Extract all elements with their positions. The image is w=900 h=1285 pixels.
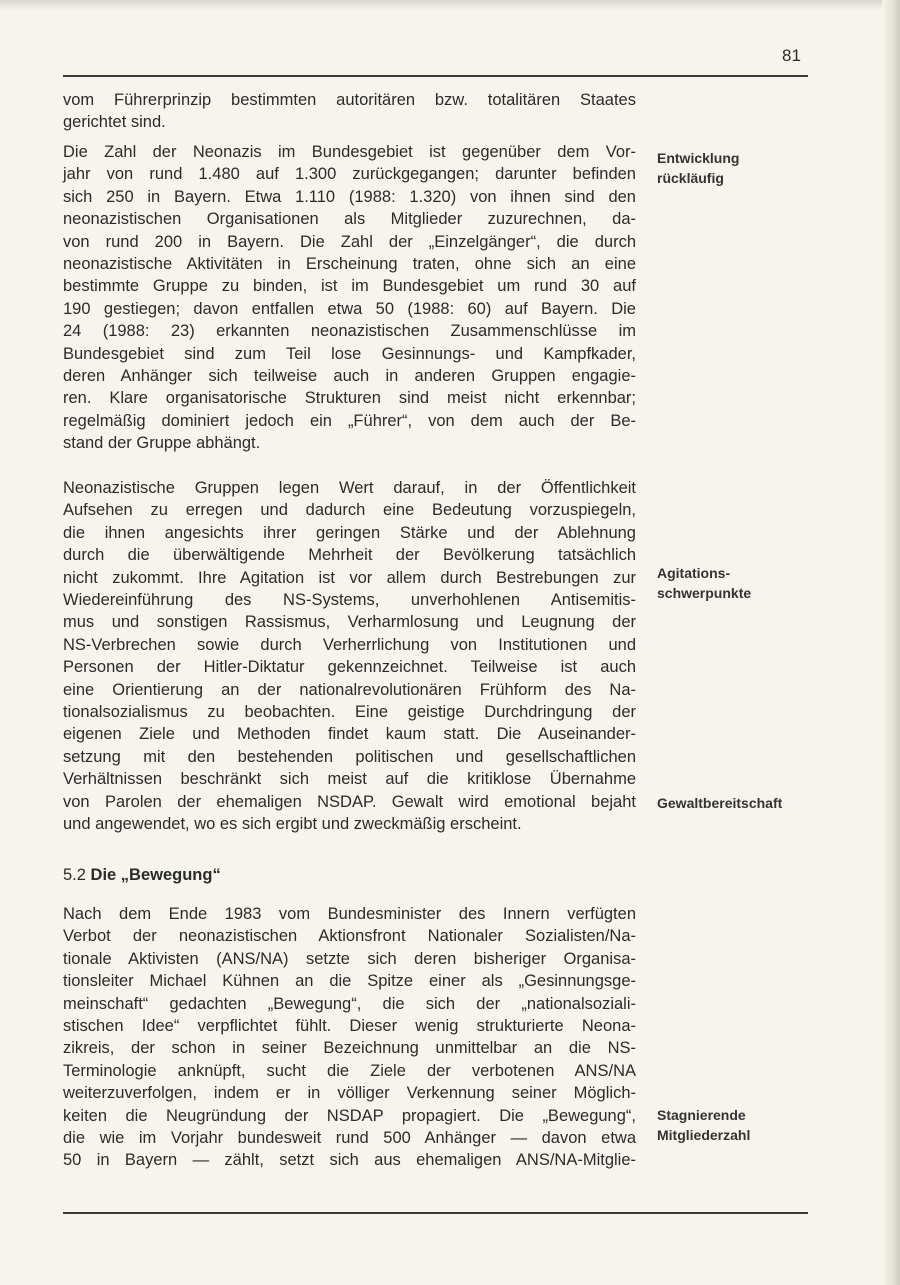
- text-line: eine Orientierung an der nationalrevolutionären Frühform des Na-: [63, 680, 636, 699]
- text-line: neonazistische Aktivitäten in Erscheinung traten, ohne sich an eine: [63, 255, 636, 274]
- text-line: 190 gestiegen; davon entfallen etwa 50 (1988: 60) auf Bayern. Die: [63, 299, 636, 318]
- paragraph-4: [63, 903, 636, 1172]
- section-title: Die „Bewegung“: [90, 866, 221, 884]
- margin-note-line: Agitations-: [657, 565, 731, 581]
- text-line: weiterzuverfolgen, indem er in völliger Verkennung seiner Möglich-: [63, 1084, 636, 1103]
- text-line: NS-Verbrechen sowie durch Verherrlichung von Institutionen und: [63, 635, 636, 654]
- margin-note-gewalt: [657, 793, 782, 813]
- margin-note-line: Gewaltbereitschaft: [657, 795, 783, 811]
- header-rule: [63, 75, 808, 77]
- text-line: Verhältnissen beschränkt sich meist auf die kritiklose Übernahme: [63, 770, 636, 789]
- margin-note-line: Stagnierende: [657, 1107, 746, 1123]
- text-line: gerichtet sind.: [63, 113, 166, 132]
- margin-note-entwicklung: [657, 148, 739, 188]
- text-line: Verbot der neonazistischen Aktionsfront Nationaler Sozialisten/Na-: [63, 927, 636, 946]
- paragraph-1: [63, 89, 636, 134]
- scan-edge-right: [882, 0, 900, 1285]
- text-line: neonazistischen Organisationen als Mitglieder zuzurechnen, da-: [63, 210, 636, 229]
- text-line: die ihnen angesichts ihrer geringen Stärke und der Ablehnung: [63, 523, 636, 542]
- margin-note-line: Entwicklung: [657, 150, 740, 166]
- section-number: 5.2: [63, 866, 86, 884]
- text-line: Nach dem Ende 1983 vom Bundesminister des Innern verfügten: [63, 905, 636, 923]
- text-line: keiten die Neugründung der NSDAP propagiert. Die „Bewegung“,: [63, 1106, 636, 1125]
- text-line: Bundesgebiet sind zum Teil lose Gesinnungs- und Kampfkader,: [63, 344, 636, 363]
- text-line: setzung mit den bestehenden politischen und gesellschaftlichen: [63, 747, 636, 766]
- text-line: sich 250 in Bayern. Etwa 1.110 (1988: 1.320) von ihnen sind den: [63, 187, 636, 206]
- section-heading: [63, 866, 221, 885]
- text-line: tionale Aktivisten (ANS/NA) setzte sich deren bisheriger Organisa-: [63, 949, 636, 968]
- text-line: stischen Idee“ verpflichtet fühlt. Dieser wenig strukturierte Neona-: [63, 1017, 636, 1036]
- margin-note-line: schwerpunkte: [657, 585, 752, 601]
- text-line: von Parolen der ehemaligen NSDAP. Gewalt wird emotional bejaht: [63, 792, 636, 811]
- text-line: und angewendet, wo es sich ergibt und zweckmäßig erscheint.: [63, 815, 522, 834]
- text-line: ren. Klare organisatorische Strukturen sind meist nicht erkennbar;: [63, 389, 636, 408]
- text-line: stand der Gruppe abhängt.: [63, 434, 261, 453]
- text-line: 24 (1988: 23) erkannten neonazistischen Zusammenschlüsse im: [63, 322, 636, 341]
- text-line: die wie im Vorjahr bundesweit rund 500 Anhänger — davon etwa: [63, 1129, 636, 1148]
- text-line: Wiedereinführung des NS-Systems, unverhohlenen Antisemitis-: [63, 591, 636, 610]
- margin-note-line: rückläufig: [657, 170, 724, 186]
- text-line: eigenen Ziele und Methoden findet kaum statt. Die Auseinander-: [63, 725, 636, 744]
- text-line: regelmäßig dominiert jedoch ein „Führer“, von dem auch der Be-: [63, 411, 636, 430]
- paragraph-3: [63, 477, 636, 836]
- text-line: Neonazistische Gruppen legen Wert darauf, in der Öffentlichkeit: [63, 479, 636, 497]
- margin-note-line: Mitgliederzahl: [657, 1127, 751, 1143]
- scan-edge-top: [0, 0, 900, 10]
- text-line: tionsleiter Michael Kühnen an die Spitze einer als „Gesinnungsge-: [63, 972, 636, 991]
- text-line: Personen der Hitler-Diktatur gekennzeichnet. Teilweise ist auch: [63, 658, 636, 677]
- footer-rule: [63, 1212, 808, 1214]
- text-line: 50 in Bayern — zählt, setzt sich aus ehemaligen ANS/NA-Mitglie-: [63, 1151, 636, 1170]
- text-line: Terminologie anknüpft, sucht die Ziele der verbotenen ANS/NA: [63, 1061, 636, 1080]
- text-line: deren Anhänger sich teilweise auch in anderen Gruppen engagie-: [63, 367, 636, 386]
- text-line: mus und sonstigen Rassismus, Verharmlosung und Leugnung der: [63, 613, 636, 632]
- margin-note-mitglieder: [657, 1105, 750, 1145]
- text-line: nicht zukommt. Ihre Agitation ist vor allem durch Bestrebungen zur: [63, 568, 636, 587]
- text-line: tionalsozialismus zu beobachten. Eine geistige Durchdringung der: [63, 703, 636, 722]
- page-number: 81: [782, 46, 801, 65]
- text-line: Die Zahl der Neonazis im Bundesgebiet ist gegenüber dem Vor-: [63, 143, 636, 161]
- text-line: vom Führerprinzip bestimmten autoritären bzw. totalitären Staates: [63, 91, 636, 109]
- margin-note-agitation: [657, 563, 751, 603]
- text-line: zikreis, der schon in seiner Bezeichnung unmittelbar an die NS-: [63, 1039, 636, 1058]
- text-line: von rund 200 in Bayern. Die Zahl der „Einzelgänger“, die durch: [63, 232, 636, 251]
- text-line: bestimmte Gruppe zu binden, ist im Bundesgebiet um rund 30 auf: [63, 277, 636, 296]
- text-line: jahr von rund 1.480 auf 1.300 zurückgegangen; darunter befinden: [63, 165, 636, 184]
- text-line: meinschaft“ gedachten „Bewegung“, die sich der „nationalsoziali-: [63, 994, 636, 1013]
- paragraph-2: [63, 141, 636, 455]
- text-line: Aufsehen zu erregen und dadurch eine Bedeutung vorzuspiegeln,: [63, 501, 636, 520]
- text-line: durch die überwältigende Mehrheit der Bevölkerung tatsächlich: [63, 546, 636, 565]
